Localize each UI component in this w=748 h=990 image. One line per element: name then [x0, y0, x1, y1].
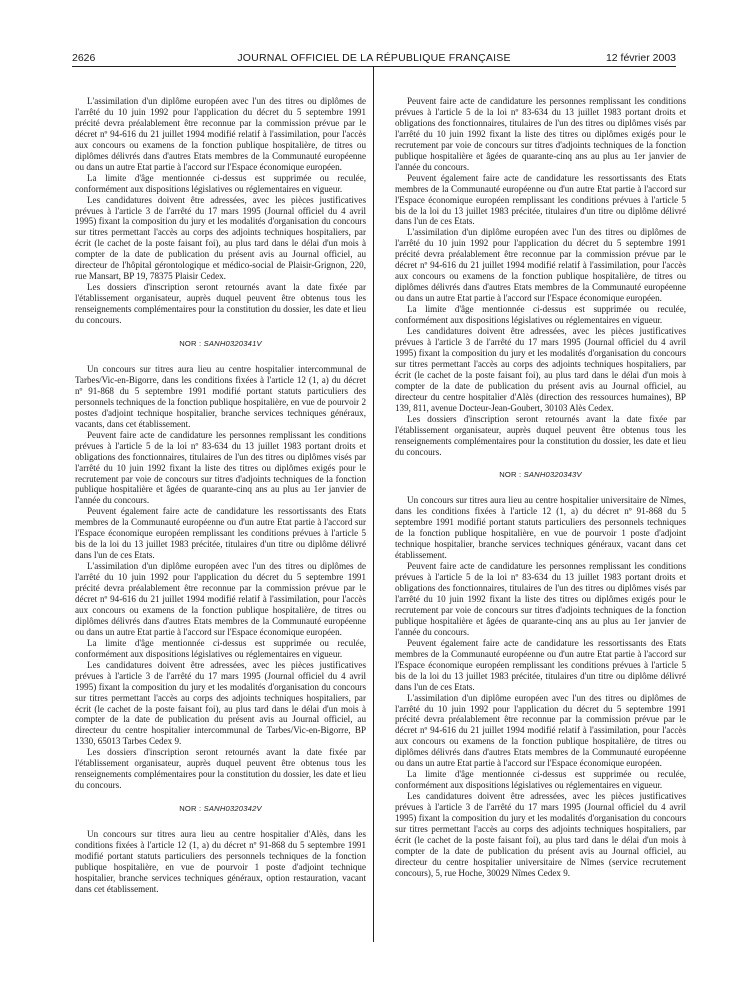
paragraph: Un concours sur titres aura lieu au centre hospitalier d'Alès, dans les conditions fixées à l'article 12 (1, a) du décret nº 91-868 du 5 septembre 1991 modifié portant statuts particuliers des personnels techniques de la fonction publique hospitalière, en vue de pourvoir 1 poste d'adjoint technique hospitalier, branche services techniques généraux, option restauration, vacant dans cet établissement. — [75, 829, 366, 894]
paragraph: La limite d'âge mentionnée ci-dessus est supprimée ou reculée, conformément aux dispositions législatives ou réglementaires en vigueur. — [395, 769, 686, 791]
journal-title: JOURNAL OFFICIEL DE LA RÉPUBLIQUE FRANÇAISE — [237, 52, 511, 64]
nor-label: NOR : — [179, 804, 202, 814]
page-header — [72, 50, 676, 66]
left-column — [75, 96, 366, 895]
paragraph: Peuvent faire acte de candidature les personnes remplissant les conditions prévues à l'article 5 de la loi nº 83-634 du 13 juillet 1983 portant droits et obligations des fonctionnaires, titulaires de l'un des titres ou diplômes visés par l'arrêté du 10 juin 1992 fixant la liste des titres ou diplômes exigés pour le recrutement par voie de concours sur titres d'adjoints techniques de la fonction publique hospitalière et âgées de quarante-cinq ans au plus au 1er janvier de l'année du concours. — [395, 96, 686, 172]
paragraph: L'assimilation d'un diplôme européen avec l'un des titres ou diplômes de l'arrêté du 10 juin 1992 pour l'application du décret du 5 septembre 1991 précité devra préalablement être reconnue par la commission prévue par le décret nº 94-616 du 21 juillet 1994 modifié relatif à l'assimilation, pour l'accès aux concours ou examens de la fonction publique hospitalière, de titres ou diplômes délivrés dans d'autres Etats membres de la Communauté européenne ou dans un autre Etat partie à l'accord sur l'Espace économique européen. — [75, 561, 366, 637]
paragraph: Les dossiers d'inscription seront retournés avant la date fixée par l'établissement organisateur, auprès duquel peuvent être obtenus tous les renseignements complémentaires pour la constitution du dossier, les date et lieu du concours. — [75, 747, 366, 791]
paragraph: Un concours sur titres aura lieu au centre hospitalier intercommunal de Tarbes/Vic-en-Bigorre, dans les conditions fixées à l'article 12 (1, a) du décret nº 91-868 du 5 septembre 1991 modifié portant statuts particuliers des personnels techniques de la fonction publique hospitalière, en vue de pourvoir 2 postes d'adjoint technique hospitalier, branche services techniques généraux, vacants, dans cet établissement. — [75, 363, 366, 429]
right-column — [395, 96, 686, 879]
paragraph: Peuvent également faire acte de candidature les ressortissants des Etats membres de la Communauté européenne ou d'un autre Etat partie à l'accord sur l'Espace économique européen remplissant les conditions prévues à l'article 5 bis de la loi du 13 juillet 1983 précitée, titulaires d'un titre ou diplôme délivré dans l'un de ces Etats. — [395, 637, 686, 692]
paragraph: La limite d'âge mentionnée ci-dessus est supprimée ou reculée, conformément aux dispositions législatives ou réglementaires en vigueur. — [75, 172, 366, 194]
nor-reference — [395, 470, 686, 481]
paragraph: Les candidatures doivent être adressées, avec les pièces justificatives prévues à l'article 3 de l'arrêté du 17 mars 1995 (Journal officiel du 4 avril 1995) fixant la composition du jury et les modalités d'organisation du concours sur titres permettant l'accès au corps des adjoints techniques hospitaliers, par écrit (le cachet de la poste faisant foi), au plus tard dans le délai d'un mois à compter de la date de publication du présent avis au Journal officiel, au directeur du centre hospitalier d'Alès (direction des ressources humaines), BP 139, 811, avenue Docteur-Jean-Goubert, 30103 Alès Cedex. — [395, 326, 686, 413]
nor-label: NOR : — [499, 470, 522, 480]
nor-reference — [75, 339, 366, 350]
issue-date: 12 février 2003 — [605, 52, 676, 64]
header-rule — [72, 66, 676, 67]
page-number: 2626 — [72, 52, 96, 64]
paragraph: L'assimilation d'un diplôme européen avec l'un des titres ou diplômes de l'arrêté du 10 juin 1992 pour l'application du décret du 5 septembre 1991 précité devra préalablement être reconnue par la commission prévue par le décret nº 94-616 du 21 juillet 1994 modifié relatif à l'assimilation, pour l'accès aux concours ou examens de la fonction publique hospitalière, de titres ou diplômes délivrés dans d'autres Etats membres de la Communauté européenne ou dans un autre Etat partie à l'accord sur l'Espace économique européen. — [395, 227, 686, 304]
paragraph: Les candidatures doivent être adressées, avec les pièces justificatives prévues à l'article 3 de l'arrêté du 17 mars 1995 (Journal officiel du 4 avril 1995) fixant la composition du jury et les modalités d'organisation du concours sur titres permettant l'accès au corps des adjoints techniques hospitaliers, par écrit (le cachet de la poste faisant foi), au plus tard dans le délai d'un mois à compter de la date de publication du présent avis au Journal officiel, au directeur de l'hôpital gérontologique et médico-social de Plaisir-Grignon, 220, rue Mansart, BP 19, 78375 Plaisir Cedex. — [75, 194, 366, 282]
paragraph: Peuvent faire acte de candidature les personnes remplissant les conditions prévues à l'article 5 de la loi nº 83-634 du 13 juillet 1983 portant droits et obligations des fonctionnaires, titulaires de l'un des titres ou diplômes visés par l'arrêté du 10 juin 1992 fixant la liste des titres ou diplômes exigés pour le recrutement par voie de concours sur titres d'adjoints techniques de la fonction publique hospitalière et âgées de quarante-cinq ans au plus au 1er janvier de l'année du concours. — [395, 561, 686, 637]
nor-label: NOR : — [179, 339, 202, 349]
paragraph: Un concours sur titres aura lieu au centre hospitalier universitaire de Nîmes, dans les conditions fixées à l'article 12 (1, a) du décret nº 91-868 du 5 septembre 1991 modifié portant statuts particuliers des personnels techniques de la fonction publique hospitalière, en vue de pourvoir 1 poste d'adjoint technique hospitalier, branche services techniques généraux, vacant dans cet établissement. — [395, 495, 686, 561]
nor-code: SANH0320343V — [523, 470, 582, 480]
nor-code: SANH0320342V — [203, 804, 262, 814]
paragraph: Les dossiers d'inscription seront retournés avant la date fixée par l'établissement organisateur, auprès duquel peuvent être obtenus tous les renseignements complémentaires pour la constitution du dossier, les date et lieu du concours. — [395, 413, 686, 457]
nor-reference — [75, 804, 366, 815]
paragraph: La limite d'âge mentionnée ci-dessus est supprimée ou reculée, conformément aux dispositions législatives ou réglementaires en vigueur. — [395, 304, 686, 326]
paragraph: Peuvent également faire acte de candidature les ressortissants des Etats membres de la Communauté européenne ou d'un autre Etat partie à l'accord sur l'Espace économique européen remplissant les conditions prévues à l'article 5 bis de la loi du 13 juillet 1983 précitée, titulaires d'un titre ou diplôme délivré dans l'un de ces Etats. — [395, 172, 686, 227]
nor-code: SANH0320341V — [203, 339, 262, 349]
paragraph: Les candidatures doivent être adressées, avec les pièces justificatives prévues à l'article 3 de l'arrêté du 17 mars 1995 (Journal officiel du 4 avril 1995) fixant la composition du jury et les modalités d'organisation du concours sur titres permettant l'accès au corps des adjoints techniques hospitaliers, par écrit (le cachet de la poste faisant foi), au plus tard dans le délai d'un mois à compter de la date de publication du présent avis au Journal officiel, au directeur du centre hospitalier intercommunal de Tarbes/Vic-en-Bigorre, BP 1330, 65013 Tarbes Cedex 9. — [75, 659, 366, 747]
paragraph: L'assimilation d'un diplôme européen avec l'un des titres ou diplômes de l'arrêté du 10 juin 1992 pour l'application du décret du 5 septembre 1991 précité devra préalablement être reconnue par la commission prévue par le décret nº 94-616 du 21 juillet 1994 modifié relatif à l'assimilation, pour l'accès aux concours ou examens de la fonction publique hospitalière, de titres ou diplômes délivrés dans d'autres Etats membres de la Communauté européenne ou dans un autre Etat partie à l'accord sur l'Espace économique européen. — [75, 96, 366, 172]
paragraph: L'assimilation d'un diplôme européen avec l'un des titres ou diplômes de l'arrêté du 10 juin 1992 pour l'application du décret du 5 septembre 1991 précité devra préalablement être reconnue par la commission prévue par le décret nº 94-616 du 21 juillet 1994 modifié relatif à l'assimilation, pour l'accès aux concours ou examens de la fonction publique hospitalière, de titres ou diplômes délivrés dans d'autres Etats membres de la Communauté européenne ou dans un autre Etat partie à l'accord sur l'Espace économique européen. — [395, 692, 686, 769]
paragraph: Les candidatures doivent être adressées, avec les pièces justificatives prévues à l'article 3 de l'arrêté du 17 mars 1995 (Journal officiel du 4 avril 1995) fixant la composition du jury et les modalités d'organisation du concours sur titres permettant l'accès au corps des adjoints techniques hospitaliers, par écrit (le cachet de la poste faisant foi), au plus tard dans le délai d'un mois à compter de la date de publication du présent avis au Journal officiel, au directeur du centre hospitalier universitaire de Nîmes (service recrutement concours), 5, rue Hoche, 30029 Nîmes Cedex 9. — [395, 791, 686, 878]
paragraph: Les dossiers d'inscription seront retournés avant la date fixée par l'établissement organisateur, auprès duquel peuvent être obtenus tous les renseignements complémentaires pour la constitution du dossier, les date et lieu du concours. — [75, 282, 366, 326]
paragraph: Peuvent faire acte de candidature les personnes remplissant les conditions prévues à l'article 5 de la loi nº 83-634 du 13 juillet 1983 portant droits et obligations des fonctionnaires, titulaires de l'un des titres ou diplômes visés par l'arrêté du 10 juin 1992 fixant la liste des titres ou diplômes exigés pour le recrutement par voie de concours sur titres d'adjoints techniques de la fonction publique hospitalière et âgées de quarante-cinq ans au plus au 1er janvier de l'année du concours. — [75, 429, 366, 506]
paragraph: Peuvent également faire acte de candidature les ressortissants des Etats membres de la Communauté européenne ou d'un autre Etat partie à l'accord sur l'Espace économique européen remplissant les conditions prévues à l'article 5 bis de la loi du 13 juillet 1983 précitée, titulaires d'un titre ou diplôme délivré dans l'un de ces Etats. — [75, 506, 366, 561]
column-divider — [373, 66, 374, 942]
paragraph: La limite d'âge mentionnée ci-dessus est supprimée ou reculée, conformément aux dispositions législatives ou réglementaires en vigueur. — [75, 637, 366, 659]
